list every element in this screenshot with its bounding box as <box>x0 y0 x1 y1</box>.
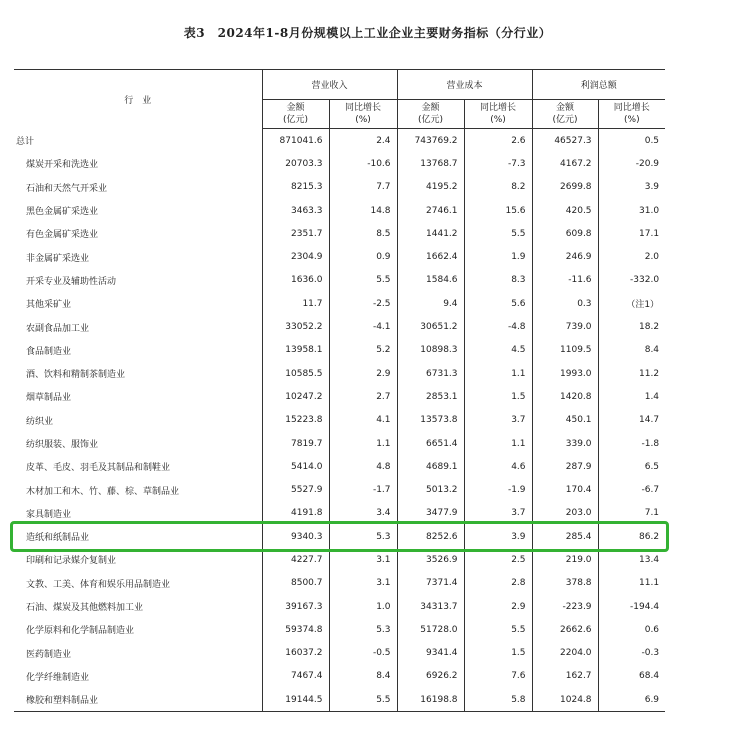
revenue-growth-cell: -4.1 <box>329 315 397 338</box>
profit-amount-cell: 162.7 <box>532 665 598 688</box>
revenue-amount-cell: 4191.8 <box>262 502 329 525</box>
industry-cell: 医药制造业 <box>26 649 72 660</box>
industry-cell: 农副食品加工业 <box>26 323 90 334</box>
cost-amount-cell: 5013.2 <box>397 478 464 501</box>
cost-growth-cell: 5.6 <box>464 292 532 315</box>
revenue-growth-cell: 8.4 <box>329 665 397 688</box>
revenue-amount-cell: 10247.2 <box>262 385 329 408</box>
profit-growth-cell: -1.8 <box>598 432 665 455</box>
profit-growth-cell: 7.1 <box>598 502 665 525</box>
profit-amount-cell: 339.0 <box>532 432 598 455</box>
table-row <box>14 129 665 153</box>
profit-amount-cell: 420.5 <box>532 199 598 222</box>
industry-cell: 黑色金属矿采选业 <box>26 207 99 218</box>
revenue-growth-cell: 2.4 <box>329 129 397 153</box>
revenue-amount-cell: 2351.7 <box>262 222 329 245</box>
profit-growth-cell: 17.1 <box>598 222 665 245</box>
profit-amount-cell: 609.8 <box>532 222 598 245</box>
profit-amount-cell: 203.0 <box>532 502 598 525</box>
industry-cell: 酒、饮料和精制茶制造业 <box>26 370 126 381</box>
profit-amount-cell: 2699.8 <box>532 176 598 199</box>
profit-amount-cell: 285.4 <box>532 525 598 548</box>
cost-growth-cell: 5.5 <box>464 618 532 641</box>
industry-cell: 其他采矿业 <box>26 300 72 311</box>
profit-amount-cell: 287.9 <box>532 455 598 478</box>
table-row <box>14 618 665 641</box>
header-revenue: 营业收入 <box>262 70 397 100</box>
revenue-growth-cell: 2.9 <box>329 362 397 385</box>
cost-amount-cell: 743769.2 <box>397 129 464 153</box>
cost-growth-cell: 3.7 <box>464 502 532 525</box>
industry-cell: 皮革、毛皮、羽毛及其制品和制鞋业 <box>26 463 171 474</box>
revenue-growth-cell: 5.2 <box>329 339 397 362</box>
cost-growth-cell: 1.1 <box>464 362 532 385</box>
industry-cell: 家具制造业 <box>26 509 72 520</box>
profit-growth-cell: （注1） <box>598 292 665 315</box>
revenue-growth-cell: 3.4 <box>329 502 397 525</box>
table-row <box>14 199 665 222</box>
cost-growth-cell: 2.9 <box>464 595 532 618</box>
revenue-growth-cell: 5.3 <box>329 618 397 641</box>
table-title: 表3 2024年1-8月份规模以上工业企业主要财务指标（分行业） <box>183 26 552 40</box>
profit-growth-cell: -332.0 <box>598 269 665 292</box>
industry-cell: 石油和天然气开采业 <box>26 183 108 194</box>
profit-growth-cell: 13.4 <box>598 548 665 571</box>
revenue-amount-cell: 8215.3 <box>262 176 329 199</box>
revenue-growth-cell: 3.1 <box>329 548 397 571</box>
industry-cell: 有色金属矿采选业 <box>26 230 99 241</box>
revenue-amount-cell: 5414.0 <box>262 455 329 478</box>
industry-cell: 非金属矿采选业 <box>26 253 90 264</box>
table-row <box>14 665 665 688</box>
highlight-box <box>10 521 669 552</box>
cost-amount-cell: 9.4 <box>397 292 464 315</box>
cost-amount-cell: 13768.7 <box>397 152 464 175</box>
cost-amount-cell: 6926.2 <box>397 665 464 688</box>
table-row <box>14 245 665 268</box>
table-row <box>14 385 665 408</box>
table-row <box>14 642 665 665</box>
cost-growth-cell: 4.5 <box>464 339 532 362</box>
revenue-amount-cell: 59374.8 <box>262 618 329 641</box>
profit-growth-cell: 1.4 <box>598 385 665 408</box>
cost-amount-cell: 2853.1 <box>397 385 464 408</box>
revenue-amount-cell: 33052.2 <box>262 315 329 338</box>
profit-amount-cell: -11.6 <box>532 269 598 292</box>
revenue-amount-cell: 4227.7 <box>262 548 329 571</box>
revenue-amount-cell: 5527.9 <box>262 478 329 501</box>
revenue-amount-cell: 16037.2 <box>262 642 329 665</box>
revenue-growth-cell: 4.1 <box>329 409 397 432</box>
cost-growth-cell: 2.5 <box>464 548 532 571</box>
subheader-amount: 金额 (亿元) <box>532 100 598 129</box>
revenue-amount-cell: 7819.7 <box>262 432 329 455</box>
industry-cell: 化学原料和化学制品制造业 <box>26 626 135 637</box>
profit-amount-cell: 739.0 <box>532 315 598 338</box>
revenue-amount-cell: 19144.5 <box>262 688 329 712</box>
revenue-growth-cell: 8.5 <box>329 222 397 245</box>
cost-amount-cell: 1662.4 <box>397 245 464 268</box>
revenue-growth-cell: -2.5 <box>329 292 397 315</box>
cost-growth-cell: 3.9 <box>464 525 532 548</box>
cost-growth-cell: 1.5 <box>464 385 532 408</box>
cost-growth-cell: 5.8 <box>464 688 532 712</box>
cost-growth-cell: 2.6 <box>464 129 532 153</box>
header-cost: 营业成本 <box>397 70 532 100</box>
table-row <box>14 362 665 385</box>
industry-cell: 纺织服装、服饰业 <box>26 440 99 450</box>
profit-growth-cell: -20.9 <box>598 152 665 175</box>
cost-growth-cell: 1.9 <box>464 245 532 268</box>
cost-amount-cell: 8252.6 <box>397 525 464 548</box>
cost-growth-cell: 2.8 <box>464 572 532 595</box>
cost-growth-cell: 8.2 <box>464 176 532 199</box>
profit-growth-cell: 86.2 <box>598 525 665 548</box>
cost-growth-cell: -4.8 <box>464 315 532 338</box>
profit-growth-cell: -6.7 <box>598 478 665 501</box>
revenue-growth-cell: 0.9 <box>329 245 397 268</box>
subheader-amount: 金额 (亿元) <box>397 100 464 129</box>
revenue-growth-cell: 5.5 <box>329 269 397 292</box>
cost-amount-cell: 9341.4 <box>397 642 464 665</box>
table-row <box>14 292 665 315</box>
industry-cell: 木材加工和木、竹、藤、棕、草制品业 <box>26 486 180 497</box>
cost-amount-cell: 30651.2 <box>397 315 464 338</box>
profit-amount-cell: 1993.0 <box>532 362 598 385</box>
cost-growth-cell: 5.5 <box>464 222 532 245</box>
profit-growth-cell: -0.3 <box>598 642 665 665</box>
cost-growth-cell: 4.6 <box>464 455 532 478</box>
cost-amount-cell: 16198.8 <box>397 688 464 712</box>
revenue-amount-cell: 20703.3 <box>262 152 329 175</box>
cost-growth-cell: 1.5 <box>464 642 532 665</box>
profit-growth-cell: 2.0 <box>598 245 665 268</box>
industry-cell: 石油、煤炭及其他燃料加工业 <box>26 603 144 614</box>
profit-amount-cell: 1109.5 <box>532 339 598 362</box>
revenue-growth-cell: 3.1 <box>329 572 397 595</box>
financial-indicators-table <box>14 69 665 712</box>
profit-growth-cell: 14.7 <box>598 409 665 432</box>
cost-amount-cell: 6651.4 <box>397 432 464 455</box>
table-row <box>14 432 665 455</box>
revenue-amount-cell: 8500.7 <box>262 572 329 595</box>
profit-growth-cell: 11.1 <box>598 572 665 595</box>
profit-amount-cell: 450.1 <box>532 409 598 432</box>
revenue-amount-cell: 871041.6 <box>262 129 329 153</box>
table-row <box>14 595 665 618</box>
table-row <box>14 688 665 712</box>
table-row <box>14 409 665 432</box>
profit-growth-cell: 6.5 <box>598 455 665 478</box>
header-industry: 行 业 <box>14 70 262 129</box>
table-row <box>14 269 665 292</box>
profit-amount-cell: 170.4 <box>532 478 598 501</box>
table-row <box>14 455 665 478</box>
cost-amount-cell: 34313.7 <box>397 595 464 618</box>
profit-amount-cell: 1420.8 <box>532 385 598 408</box>
profit-amount-cell: 378.8 <box>532 572 598 595</box>
cost-amount-cell: 3526.9 <box>397 548 464 571</box>
profit-amount-cell: 46527.3 <box>532 129 598 153</box>
profit-amount-cell: 246.9 <box>532 245 598 268</box>
cost-growth-cell: 15.6 <box>464 199 532 222</box>
industry-cell: 开采专业及辅助性活动 <box>26 276 117 287</box>
table-row <box>14 339 665 362</box>
cost-growth-cell: -7.3 <box>464 152 532 175</box>
revenue-growth-cell: 5.5 <box>329 688 397 712</box>
cost-growth-cell: 3.7 <box>464 409 532 432</box>
cost-amount-cell: 51728.0 <box>397 618 464 641</box>
industry-cell: 印刷和记录媒介复制业 <box>26 556 117 567</box>
revenue-growth-cell: 5.3 <box>329 525 397 548</box>
revenue-amount-cell: 11.7 <box>262 292 329 315</box>
revenue-growth-cell: 1.1 <box>329 432 397 455</box>
subheader-growth: 同比增长 (%) <box>329 100 397 129</box>
revenue-growth-cell: -0.5 <box>329 642 397 665</box>
cost-amount-cell: 1441.2 <box>397 222 464 245</box>
industry-cell: 造纸和纸制品业 <box>26 533 90 544</box>
subheader-growth: 同比增长 (%) <box>464 100 532 129</box>
revenue-growth-cell: 14.8 <box>329 199 397 222</box>
cost-growth-cell: 8.3 <box>464 269 532 292</box>
cost-growth-cell: -1.9 <box>464 478 532 501</box>
table-row <box>14 478 665 501</box>
revenue-growth-cell: 2.7 <box>329 385 397 408</box>
revenue-growth-cell: 1.0 <box>329 595 397 618</box>
table-row <box>14 176 665 199</box>
industry-cell: 煤炭开采和洗选业 <box>26 160 99 171</box>
cost-amount-cell: 4689.1 <box>397 455 464 478</box>
revenue-growth-cell: -1.7 <box>329 478 397 501</box>
cost-amount-cell: 2746.1 <box>397 199 464 222</box>
profit-growth-cell: 31.0 <box>598 199 665 222</box>
profit-growth-cell: 8.4 <box>598 339 665 362</box>
profit-amount-cell: 4167.2 <box>532 152 598 175</box>
profit-growth-cell: 18.2 <box>598 315 665 338</box>
revenue-growth-cell: 7.7 <box>329 176 397 199</box>
revenue-amount-cell: 7467.4 <box>262 665 329 688</box>
cost-amount-cell: 4195.2 <box>397 176 464 199</box>
industry-cell: 总计 <box>16 136 35 147</box>
revenue-amount-cell: 3463.3 <box>262 199 329 222</box>
industry-cell: 化学纤维制造业 <box>26 672 90 683</box>
table-row <box>14 152 665 175</box>
table-row <box>14 222 665 245</box>
subheader-growth: 同比增长 (%) <box>598 100 665 129</box>
profit-amount-cell: 1024.8 <box>532 688 598 712</box>
cost-amount-cell: 10898.3 <box>397 339 464 362</box>
cost-growth-cell: 7.6 <box>464 665 532 688</box>
revenue-amount-cell: 39167.3 <box>262 595 329 618</box>
table-body <box>14 129 665 712</box>
revenue-amount-cell: 15223.8 <box>262 409 329 432</box>
cost-amount-cell: 13573.8 <box>397 409 464 432</box>
profit-growth-cell: 0.6 <box>598 618 665 641</box>
profit-amount-cell: 2204.0 <box>532 642 598 665</box>
table-row <box>14 315 665 338</box>
revenue-growth-cell: -10.6 <box>329 152 397 175</box>
header-profit: 利润总额 <box>532 70 665 100</box>
industry-cell: 橡胶和塑料制品业 <box>14 688 262 712</box>
cost-growth-cell: 1.1 <box>464 432 532 455</box>
profit-growth-cell: 6.9 <box>598 688 665 712</box>
profit-amount-cell: 219.0 <box>532 548 598 571</box>
profit-amount-cell: -223.9 <box>532 595 598 618</box>
cost-amount-cell: 3477.9 <box>397 502 464 525</box>
profit-growth-cell: -194.4 <box>598 595 665 618</box>
revenue-amount-cell: 9340.3 <box>262 525 329 548</box>
revenue-amount-cell: 10585.5 <box>262 362 329 385</box>
profit-growth-cell: 68.4 <box>598 665 665 688</box>
revenue-amount-cell: 2304.9 <box>262 245 329 268</box>
profit-amount-cell: 2662.6 <box>532 618 598 641</box>
profit-growth-cell: 0.5 <box>598 129 665 153</box>
revenue-amount-cell: 13958.1 <box>262 339 329 362</box>
profit-amount-cell: 0.3 <box>532 292 598 315</box>
cost-amount-cell: 6731.3 <box>397 362 464 385</box>
revenue-amount-cell: 1636.0 <box>262 269 329 292</box>
subheader-amount: 金额 (亿元) <box>262 100 329 129</box>
industry-cell: 纺织业 <box>26 416 54 427</box>
cost-amount-cell: 7371.4 <box>397 572 464 595</box>
cost-amount-cell: 1584.6 <box>397 269 464 292</box>
revenue-growth-cell: 4.8 <box>329 455 397 478</box>
industry-cell: 烟草制品业 <box>26 393 72 404</box>
table-row <box>14 572 665 595</box>
profit-growth-cell: 11.2 <box>598 362 665 385</box>
industry-cell: 食品制造业 <box>26 346 72 357</box>
profit-growth-cell: 3.9 <box>598 176 665 199</box>
industry-cell: 文教、工美、体育和娱乐用品制造业 <box>26 579 171 590</box>
